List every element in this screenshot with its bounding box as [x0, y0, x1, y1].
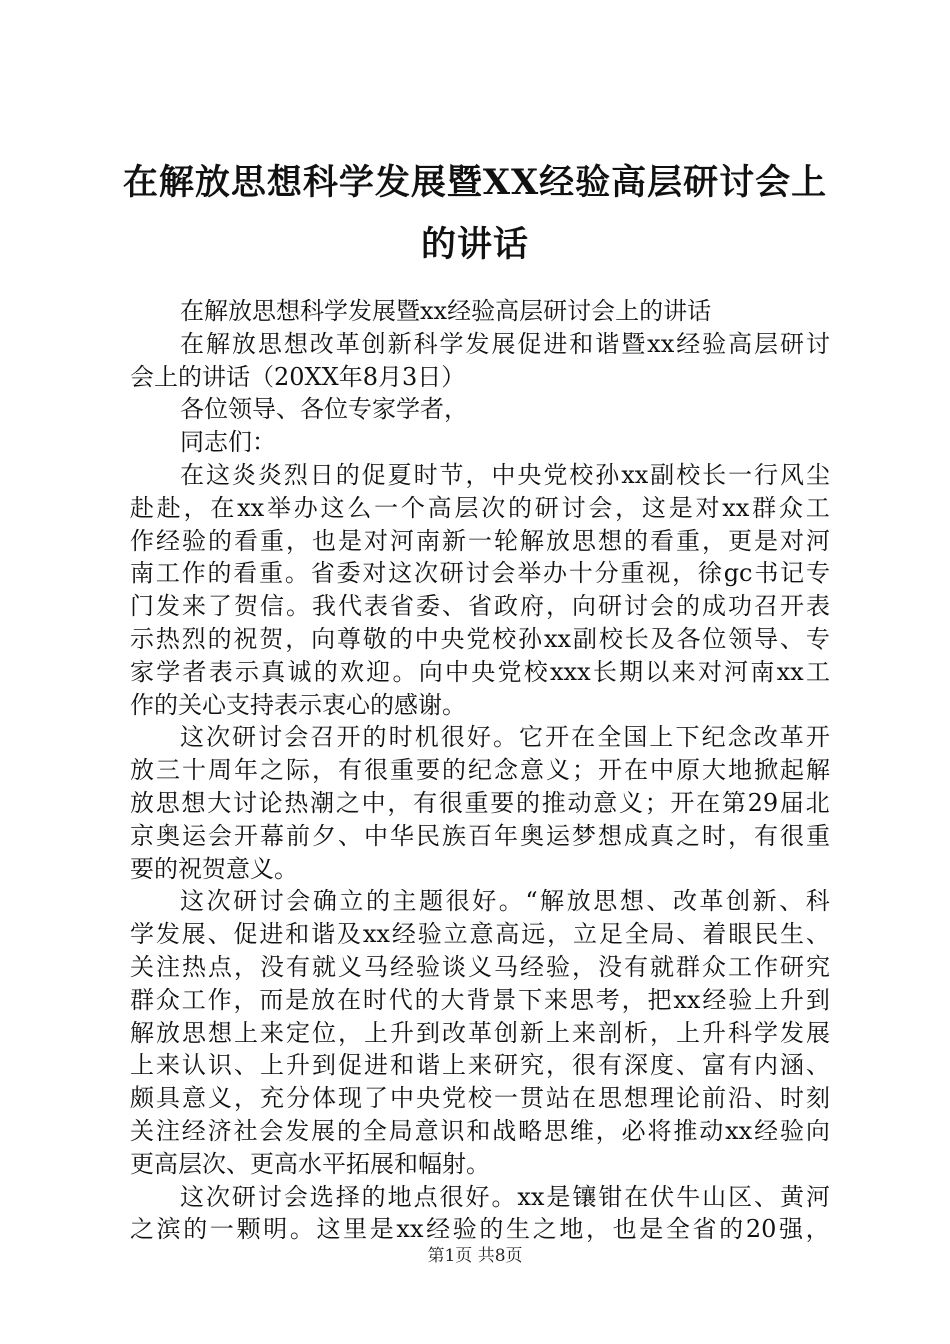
body-line: 这 次 研 讨 会 召 开 的 时 机 很 好 。 它 开 在 全 国 上 下 纪 念 改 革 开: [180, 723, 830, 752]
body-line: 在 解 放 思 想 改 革 创 新 科 学 发 展 促 进 和 谐 暨 xx 经 验 高 层 研 讨: [180, 329, 830, 358]
body-line: 作 经 验 的 看 重 ， 也 是 对 河 南 新 一 轮 解 放 思 想 的 看 重 ， 更 是 对 河: [130, 526, 830, 555]
body-line: 颇 具 意 义 ， 充 分 体 现 了 中 央 党 校 一 贯 站 在 思 想 理 论 前 沿 、 时 刻: [130, 1084, 830, 1113]
body-line: 同志们：: [180, 428, 276, 457]
document-body: [130, 295, 830, 1246]
body-line: 这 次 研 讨 会 选 择 的 地 点 很 好 。 xx 是 镶 钳 在 伏 牛 山 区 、 黄 河: [180, 1182, 830, 1211]
body-line: 学 发 展 、 促 进 和 谐 及 xx 经 验 立 意 高 远 ， 立 足 全 局 、 着 眼 民 生 、: [130, 920, 830, 949]
body-line: 在 这 炎 炎 烈 日 的 促 夏 时 节 ， 中 央 党 校 孙 xx 副 校 长 一 行 风 尘: [180, 460, 830, 489]
body-line: 群 众 工 作 ， 而 是 放 在 时 代 的 大 背 景 下 来 思 考 ， 把 xx 经 验 上 升 到: [130, 985, 830, 1014]
body-line: 更高层次、更高水平拓展和幅射。: [130, 1149, 490, 1178]
body-line: 南 工 作 的 看 重 。 省 委 对 这 次 研 讨 会 举 办 十 分 重 视 ， 徐 gc 书 记 专: [130, 559, 830, 588]
body-line: 作的关心支持表示衷心的感谢。: [130, 690, 466, 719]
body-line: 解 放 思 想 上 来 定 位 ， 上 升 到 改 革 创 新 上 来 剖 析 ， 上 升 科 学 发 展: [130, 1018, 830, 1047]
document-title-line-1: 在解放思想科学发展暨XX经验高层研讨会上: [122, 162, 828, 203]
body-line: 示 热 烈 的 祝 贺 ， 向 尊 敬 的 中 央 党 校 孙 xx 副 校 长 及 各 位 领 导 、 专: [130, 624, 830, 653]
body-line: 家 学 者 表 示 真 诚 的 欢 迎 。 向 中 央 党 校 xxx 长 期 以 来 对 河 南 xx 工: [130, 657, 830, 686]
body-line: 京 奥 运 会 开 幕 前 夕 、 中 华 民 族 百 年 奥 运 梦 想 成 真 之 时 ， 有 很 重: [130, 821, 830, 850]
body-line: 会上的讲话（20XX年8月3日）: [130, 362, 466, 391]
body-line: 关 注 经 济 社 会 发 展 的 全 局 意 识 和 战 略 思 维 ， 必 将 推 动 xx 经 验 向: [130, 1116, 830, 1145]
body-line: 之 滨 的 一 颗 明 。 这 里 是 xx 经 验 的 生 之 地 ， 也 是 全 省 的 20 强 ，: [130, 1215, 830, 1244]
body-line: 放 思 想 大 讨 论 热 潮 之 中 ， 有 很 重 要 的 推 动 意 义 ； 开 在 第 29 届 北: [130, 788, 830, 817]
body-line: 赴 赴 ， 在 xx 举 办 这 么 一 个 高 层 次 的 研 讨 会 ， 这 是 对 xx 群 众 工: [130, 493, 830, 522]
body-line: 门 发 来 了 贺 信 。 我 代 表 省 委 、 省 政 府 ， 向 研 讨 会 的 成 功 召 开 表: [130, 592, 830, 621]
body-line: 上 来 认 识 、 上 升 到 促 进 和 谐 上 来 研 究 ， 很 有 深 度 、 富 有 内 涵 、: [130, 1051, 830, 1080]
body-line: 放 三 十 周 年 之 际 ， 有 很 重 要 的 纪 念 意 义 ； 开 在 中 原 大 地 掀 起 解: [130, 756, 830, 785]
body-line: 这 次 研 讨 会 确 立 的 主 题 很 好 。 “ 解 放 思 想 、 改 革 创 新 、 科: [180, 887, 830, 916]
body-line: 关 注 热 点 ， 没 有 就 义 马 经 验 谈 义 马 经 验 ， 没 有 就 群 众 工 作 研 究: [130, 952, 830, 981]
body-line: 各位领导、各位专家学者，: [180, 395, 468, 424]
body-line: 在解放思想科学发展暨xx经验高层研讨会上的讲话: [180, 297, 712, 325]
body-line: 要的祝贺意义。: [130, 854, 298, 883]
document-title-line-2: 的讲话: [420, 224, 529, 265]
page-number-footer: 第1页 共8页: [427, 1246, 523, 1266]
